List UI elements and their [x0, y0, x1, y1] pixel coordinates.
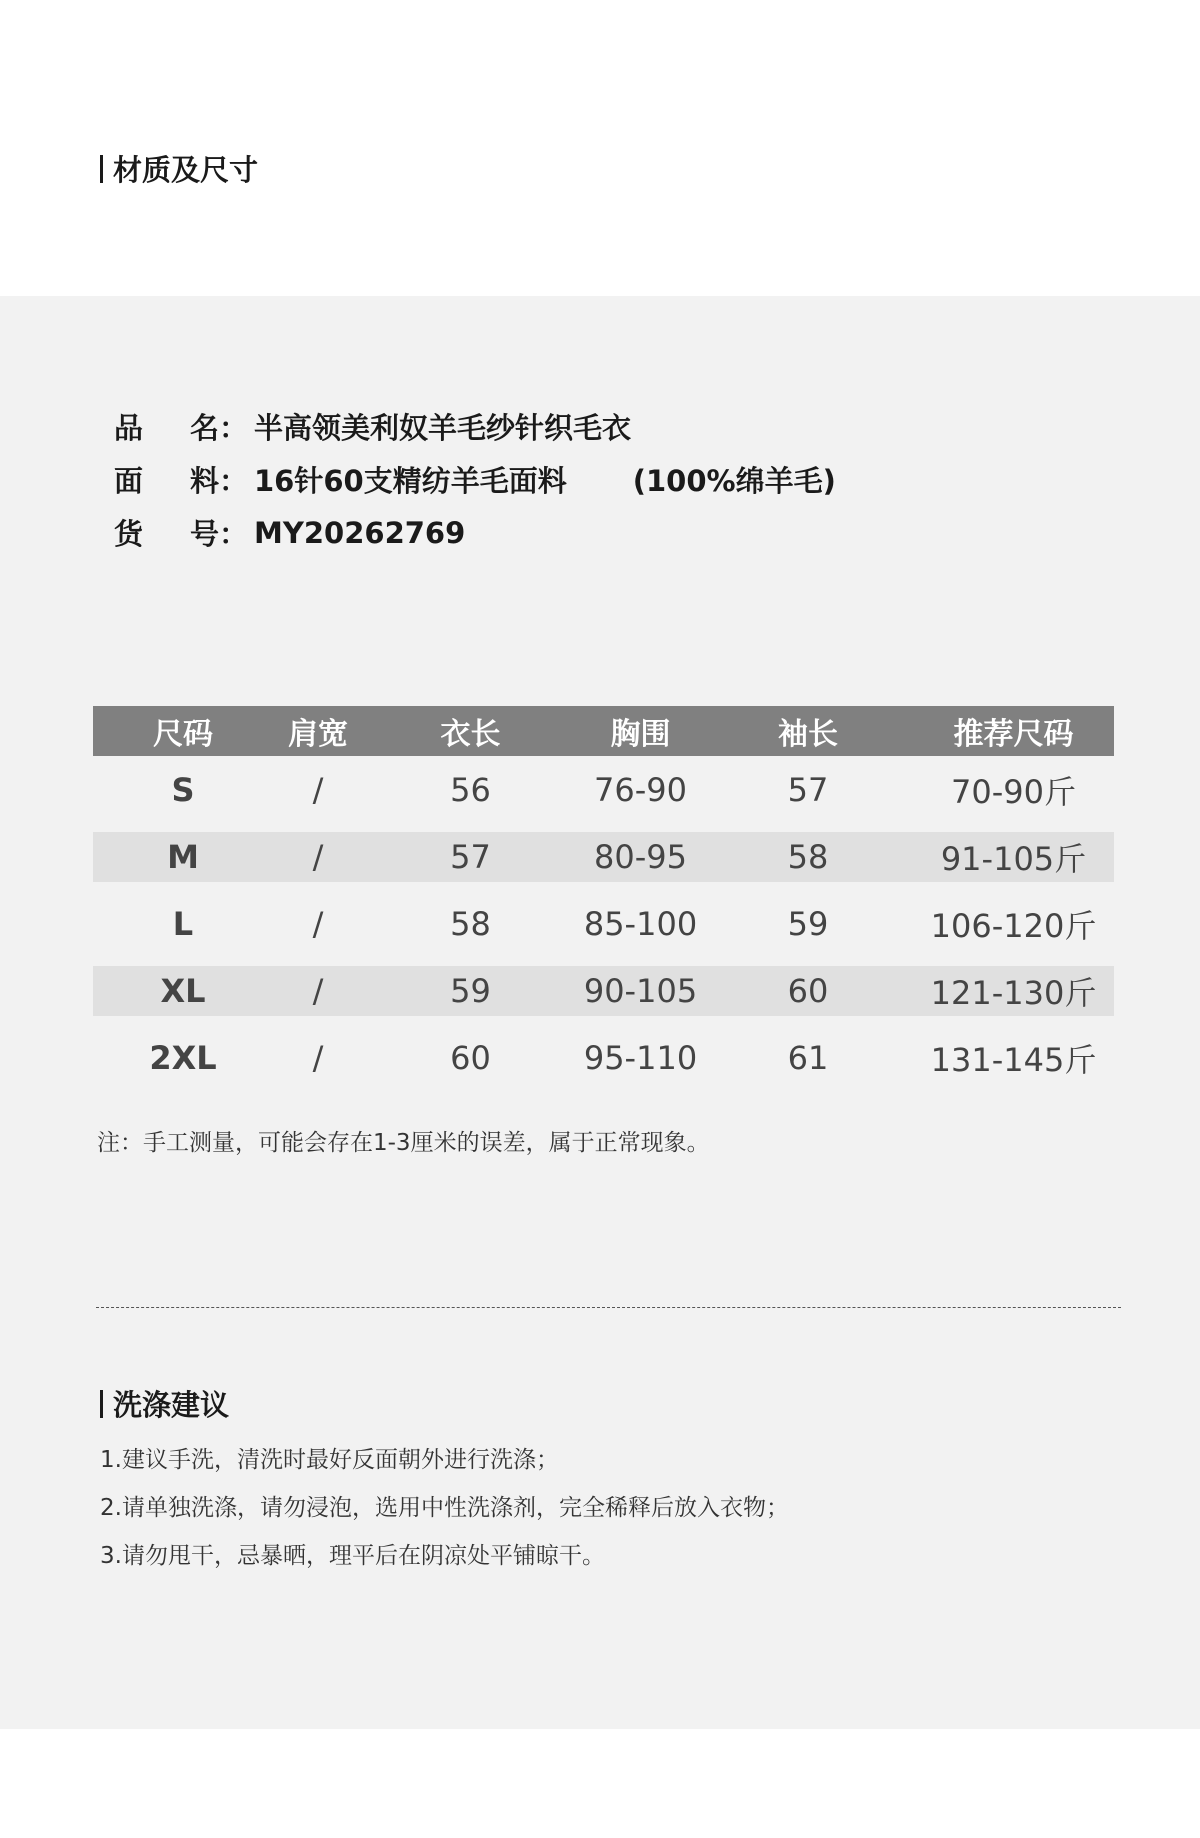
material-section-title: 材质及尺寸 — [113, 153, 259, 187]
cell-sleeve: 60 — [787, 971, 829, 1010]
cell-chest: 80-95 — [594, 837, 687, 876]
info-label-char: 名： — [189, 411, 248, 445]
cell-recommended: 106-120斤 — [930, 906, 1097, 945]
size-table — [93, 706, 1114, 1091]
cell-recommended: 131-145斤 — [930, 1040, 1097, 1079]
cell-length: 58 — [450, 904, 491, 943]
cell-sleeve: 58 — [787, 837, 829, 876]
dashed-divider — [96, 1307, 1121, 1308]
cell-size: M — [167, 837, 199, 876]
info-label-char: 料： — [189, 464, 248, 498]
product-name: 半高领美利奴羊毛纱针织毛衣 — [254, 411, 632, 445]
sku-value: MY20262769 — [254, 515, 466, 550]
list-item: 1.建议手洗，清洗时最好反面朝外进行洗涤； — [100, 1447, 559, 1473]
info-row-fabric — [114, 453, 836, 506]
cell-chest: 95-110 — [583, 1038, 698, 1077]
table-row — [93, 1024, 1114, 1091]
cell-length: 60 — [450, 1038, 491, 1077]
table-row — [93, 890, 1114, 957]
heading-bar — [100, 155, 103, 183]
info-label-char: 品 — [114, 411, 144, 445]
header-chest: 胸围 — [610, 717, 671, 752]
fabric-value: 16针60支精纺羊毛面料 — [254, 464, 567, 498]
cell-length: 56 — [450, 770, 491, 809]
cell-length: 57 — [450, 837, 491, 876]
info-label-char: 面 — [114, 464, 144, 498]
cell-sleeve: 59 — [787, 904, 829, 943]
cell-sleeve: 57 — [787, 770, 829, 809]
cell-size: S — [171, 770, 195, 809]
header-sleeve: 袖长 — [778, 717, 838, 752]
header-size: 尺码 — [153, 717, 213, 752]
table-row — [93, 832, 1114, 882]
wash-section-heading — [100, 1383, 229, 1424]
cell-sleeve: 61 — [787, 1038, 829, 1077]
material-section-heading — [100, 148, 258, 189]
size-table-header — [93, 706, 1114, 756]
info-row-sku — [114, 506, 836, 559]
cell-shoulder: / — [312, 770, 324, 809]
info-row-name — [114, 400, 836, 453]
cell-chest: 76-90 — [594, 770, 687, 809]
info-label-char: 货 — [114, 517, 144, 551]
table-row — [93, 966, 1114, 1016]
wash-instructions — [100, 1445, 789, 1589]
header-length: 衣长 — [440, 717, 501, 752]
list-item: 3.请勿甩干，忌暴晒，理平后在阴凉处平铺晾干。 — [100, 1543, 605, 1569]
cell-size: XL — [160, 971, 206, 1010]
info-label-char: 号： — [189, 517, 248, 551]
header-shoulder: 肩宽 — [288, 717, 348, 752]
heading-bar — [100, 1390, 103, 1418]
header-recommended: 推荐尺码 — [953, 717, 1074, 752]
list-item: 2.请单独洗涤，请勿浸泡，选用中性洗涤剂，完全稀释后放入衣物； — [100, 1495, 789, 1521]
cell-chest: 90-105 — [583, 971, 698, 1010]
cell-size: 2XL — [149, 1038, 217, 1077]
fabric-composition: (100%绵羊毛) — [632, 464, 836, 498]
cell-shoulder: / — [312, 837, 324, 876]
cell-shoulder: / — [312, 1038, 324, 1077]
wash-section-title: 洗涤建议 — [113, 1388, 230, 1422]
cell-length: 59 — [450, 971, 491, 1010]
measurement-note: 注：手工测量，可能会存在1-3厘米的误差，属于正常现象。 — [97, 1130, 710, 1156]
product-info — [114, 400, 836, 559]
cell-recommended: 91-105斤 — [940, 839, 1087, 878]
cell-size: L — [172, 904, 194, 943]
table-row — [93, 756, 1114, 823]
cell-shoulder: / — [312, 971, 324, 1010]
cell-chest: 85-100 — [583, 904, 698, 943]
cell-recommended: 70-90斤 — [951, 772, 1076, 811]
cell-recommended: 121-130斤 — [930, 973, 1097, 1012]
cell-shoulder: / — [312, 904, 324, 943]
